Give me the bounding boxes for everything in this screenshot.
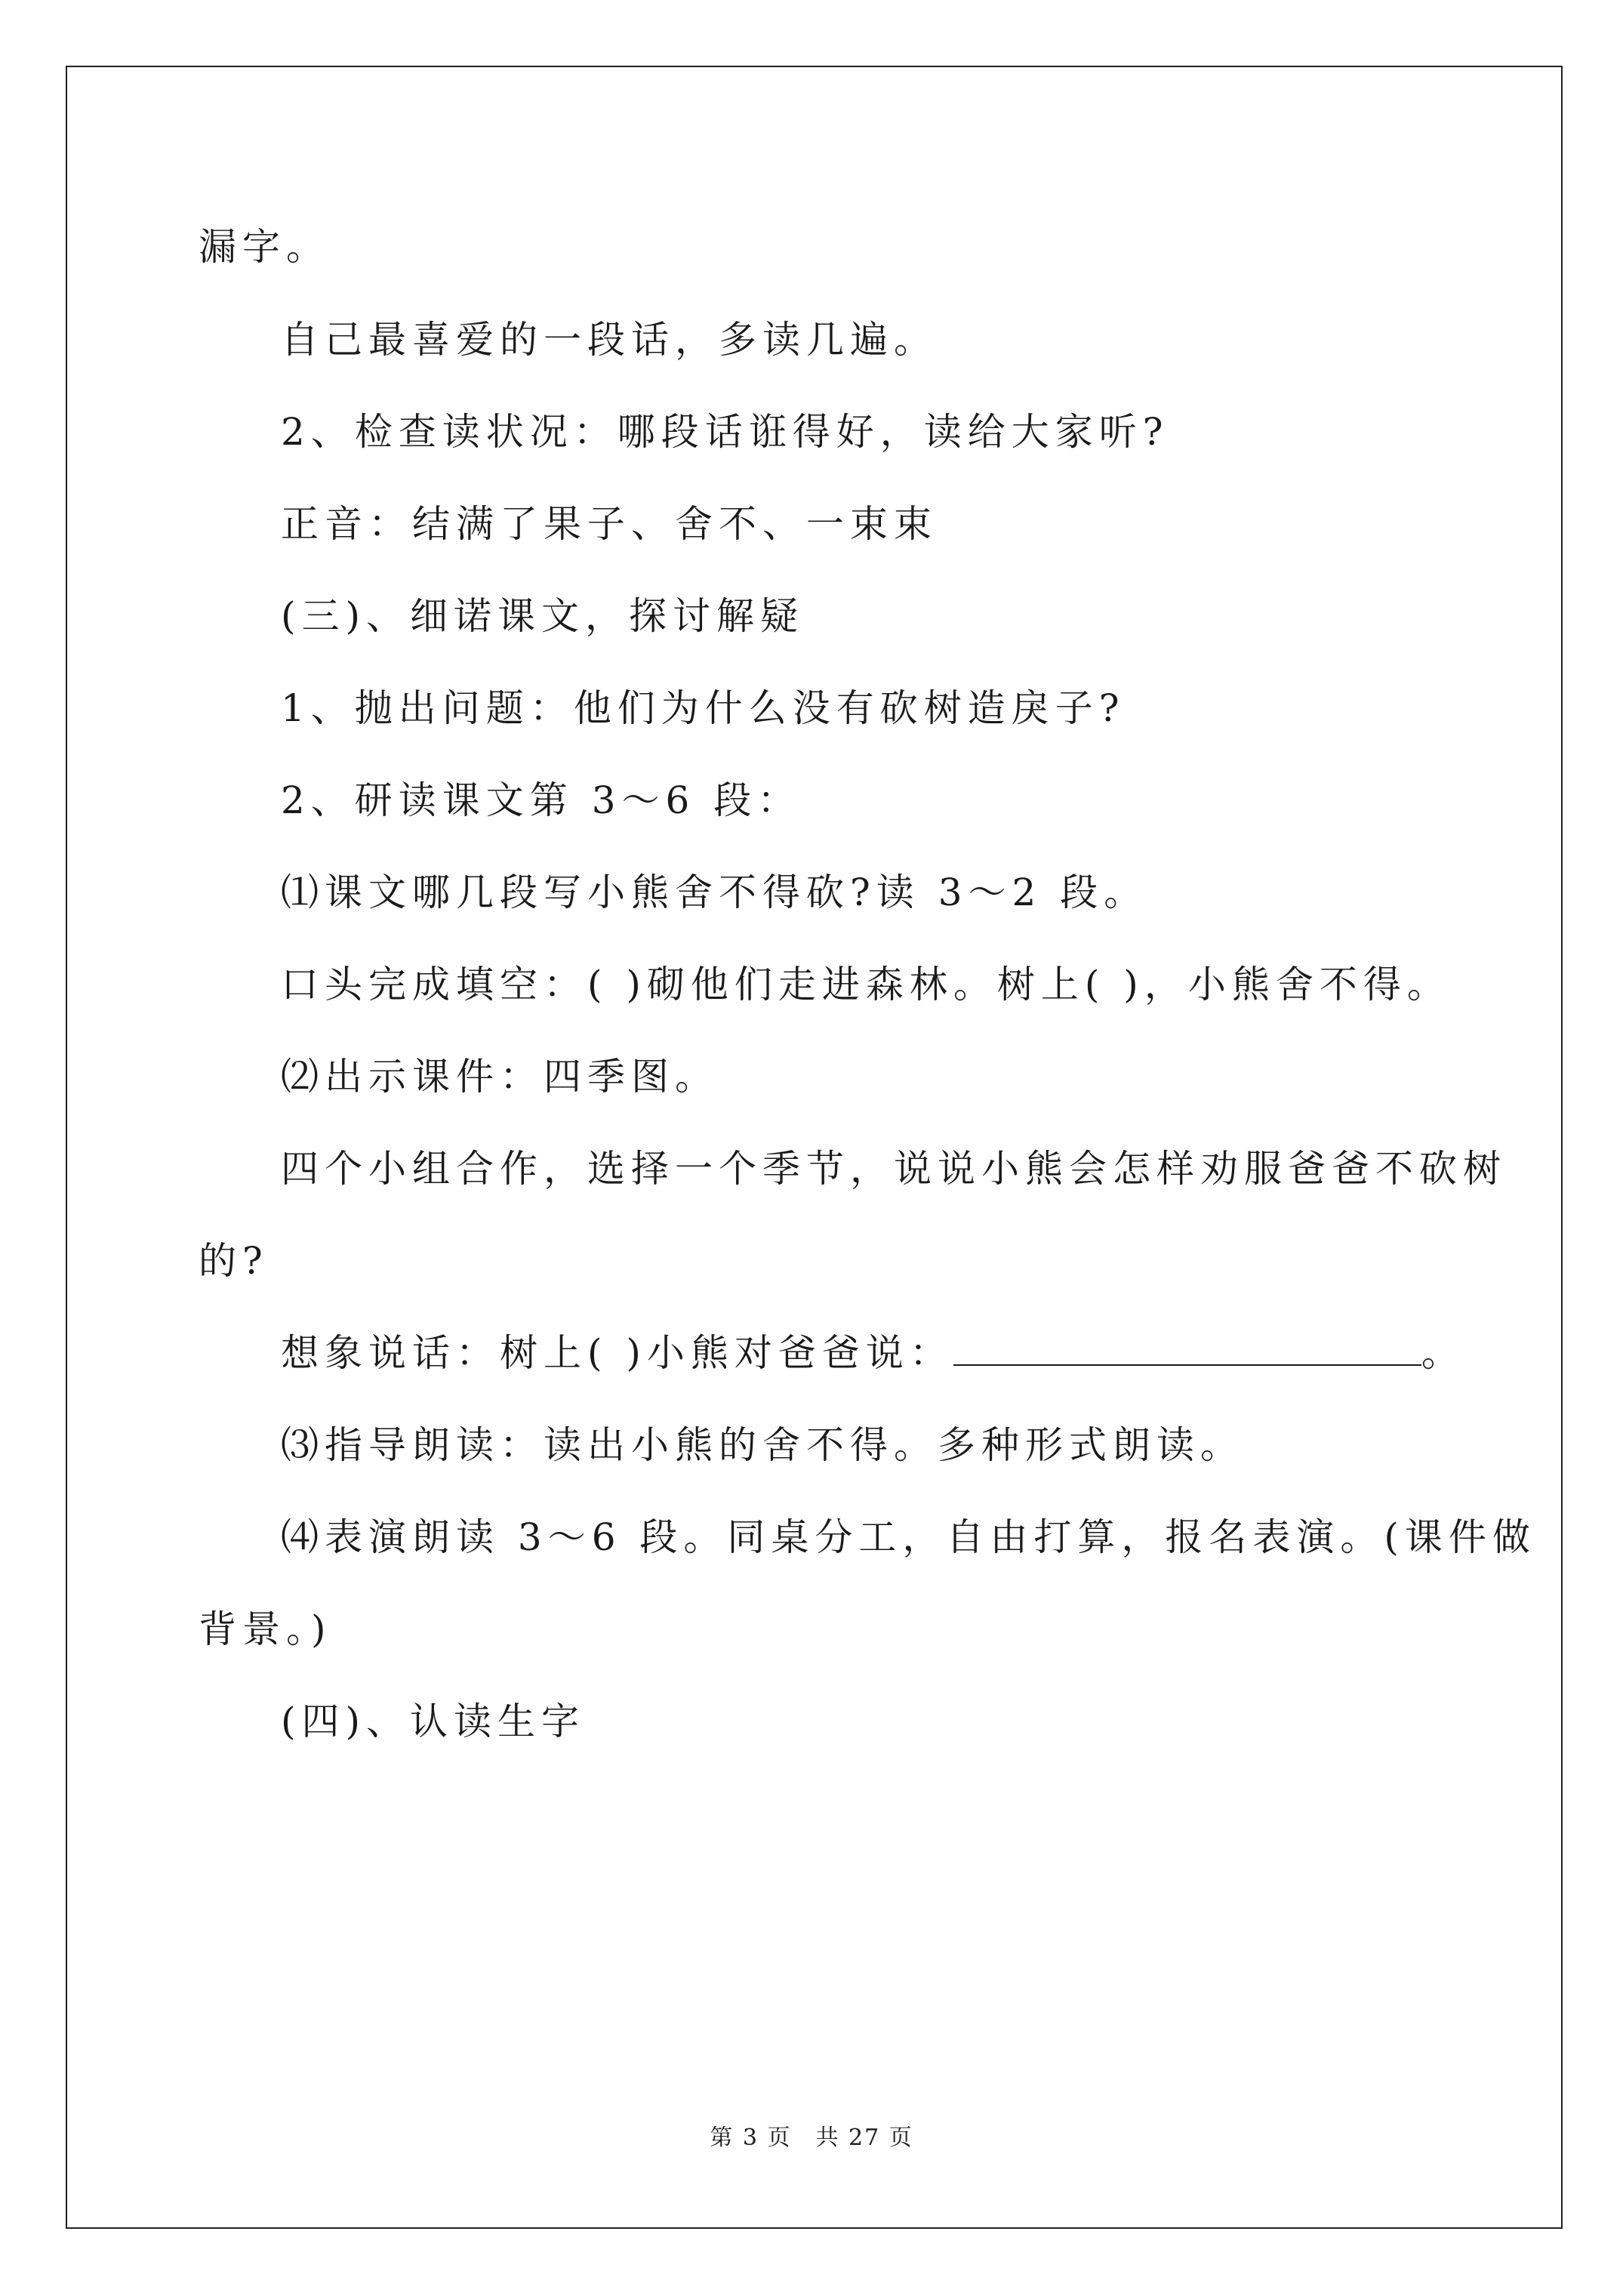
text-line: ⑶指导朗读：读出小熊的舍不得。多种形式朗读。 <box>281 1423 1244 1467</box>
text-line: 四个小组合作，选择一个季节，说说小熊会怎样劝服爸爸不砍树 <box>281 1147 1507 1191</box>
page-number: 第 3 页 共 27 页 <box>710 2125 913 2151</box>
text-line: 自己最喜爱的一段话，多读几遍。 <box>281 318 938 362</box>
text-line: ⑴课文哪几段写小熊舍不得砍?读 3～2 段。 <box>281 871 1148 914</box>
blank-terminator: 。 <box>1421 1331 1465 1375</box>
text-line: 2、检查读状况：哪段话诳得好，读给大家听? <box>281 410 1169 454</box>
text-line: ⑷表演朗读 3～6 段。同桌分工，自由打算，报名表演。(课件做 <box>281 1515 1536 1559</box>
text-line: ⑵出示课件：四季图。 <box>281 1055 719 1099</box>
section-heading: (四)、认读生字 <box>281 1700 586 1743</box>
text-line: 正音：结满了果子、舍不、一束束 <box>281 502 938 546</box>
text-line: 2、研读课文第 3～6 段： <box>281 778 802 822</box>
text-line: 1、抛出问题：他们为什么没有砍树造戾子? <box>281 686 1126 730</box>
fill-in-blank <box>953 1331 1421 1366</box>
section-heading: (三)、细诺课文，探讨解疑 <box>281 594 805 638</box>
text-line: 口头完成填空：( )砌他们走进森林。树上( )，小熊舍不得。 <box>281 963 1451 1006</box>
text-line: 漏字。 <box>199 225 330 269</box>
text-line-with-blank <box>281 1330 1465 1376</box>
text-line: 的? <box>199 1239 269 1283</box>
prompt-text: 想象说话：树上( )小熊对爸爸说： <box>281 1331 953 1375</box>
text-line: 背景。) <box>199 1607 332 1651</box>
